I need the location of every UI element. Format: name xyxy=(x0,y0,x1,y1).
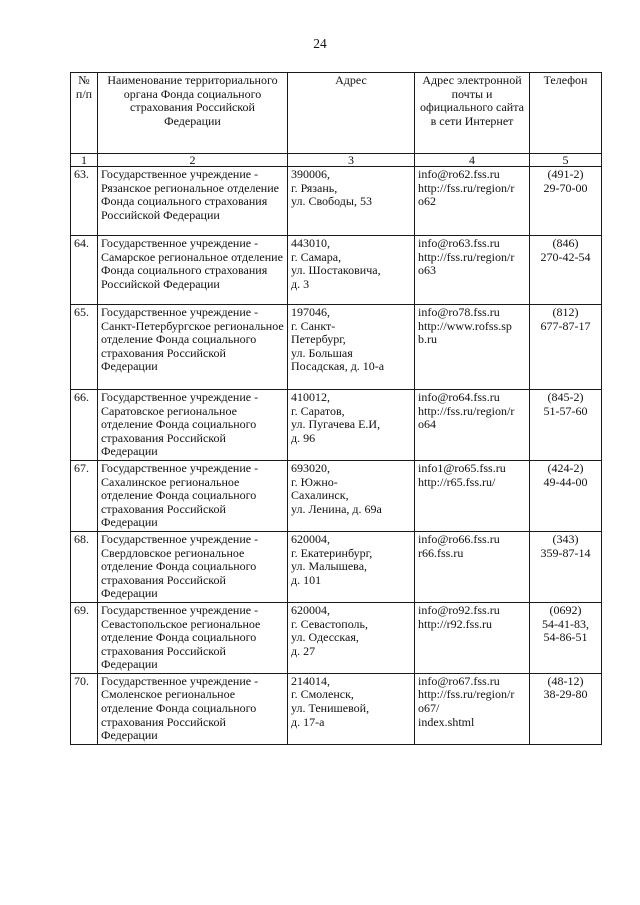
header-organization-name: Наименование территориального органа Фонда социального страхования Российской Федерации xyxy=(98,73,288,154)
office-address xyxy=(288,390,415,461)
phone-number-line: 38-29-80 xyxy=(543,687,588,702)
office-address-line: г. Саратов, xyxy=(291,403,345,418)
table-row xyxy=(71,673,602,744)
email-website-line: o62 xyxy=(418,194,436,209)
email-website-line: info@ro66.fss.ru xyxy=(418,531,500,546)
phone-number xyxy=(530,602,602,673)
email-website-line: r66.fss.ru xyxy=(418,545,464,560)
email-website xyxy=(415,673,530,744)
phone-number-line: 359-87-14 xyxy=(540,545,591,560)
phone-number xyxy=(530,460,602,531)
email-website-line: http://fss.ru/region/r xyxy=(418,249,515,264)
office-address xyxy=(288,236,415,305)
phone-number-line: (812) xyxy=(552,305,579,319)
phone-number-line: (846) xyxy=(552,236,579,250)
office-address-line: 214014, xyxy=(291,673,330,688)
phone-number-line: (48-12) xyxy=(547,673,584,688)
email-website-line: info1@ro65.fss.ru xyxy=(418,460,506,475)
email-website-line: info@ro62.fss.ru xyxy=(418,167,500,181)
email-website-line: info@ro92.fss.ru xyxy=(418,602,500,617)
office-address xyxy=(288,460,415,531)
email-website xyxy=(415,167,530,236)
office-address xyxy=(288,167,415,236)
table-row xyxy=(71,531,602,602)
phone-number-line: 51-57-60 xyxy=(543,403,588,418)
office-address-line: Посадская, д. 10-а xyxy=(291,359,385,374)
header-email-website: Адрес электронной почты и официального сайта в сети Интернет xyxy=(415,73,530,154)
organization-name: Государственное учреждение - Севастопольское региональное отделение Фонда социального страхования Российской Федерации xyxy=(98,602,288,673)
row-number: 69. xyxy=(71,602,98,673)
page-number: 24 xyxy=(313,36,327,51)
row-number: 63. xyxy=(71,167,98,236)
row-number: 66. xyxy=(71,390,98,461)
office-address-line: д. 17-а xyxy=(291,714,325,729)
table-row xyxy=(71,305,602,390)
email-website-line: http://www.rofss.sp xyxy=(418,318,512,333)
office-address-line: ул. Ленина, д. 69а xyxy=(291,501,382,516)
phone-number xyxy=(530,531,602,602)
row-number: 64. xyxy=(71,236,98,305)
column-number: 5 xyxy=(530,154,602,167)
table-row xyxy=(71,167,602,236)
row-number: 70. xyxy=(71,673,98,744)
office-address-line: ул. Малышева, xyxy=(291,559,368,574)
office-address-line: д. 96 xyxy=(291,430,316,445)
column-number: 2 xyxy=(98,154,288,167)
phone-number-line: (343) xyxy=(552,531,579,546)
organization-name: Государственное учреждение - Рязанское региональное отделение Фонда социального страхования Российской Федерации xyxy=(98,167,288,236)
office-address-line: ул. Тенишевой, xyxy=(291,701,370,716)
fss-offices-table xyxy=(70,72,602,745)
row-number: 68. xyxy=(71,531,98,602)
header-phone: Телефон xyxy=(530,73,602,154)
email-website-line: http://fss.ru/region/r xyxy=(418,687,515,702)
column-number: 3 xyxy=(288,154,415,167)
email-website-line: info@ro64.fss.ru xyxy=(418,390,500,404)
phone-number-line: 49-44-00 xyxy=(543,474,588,489)
office-address-line: г. Рязань, xyxy=(291,180,338,195)
email-website xyxy=(415,460,530,531)
email-website-line: http://r65.fss.ru/ xyxy=(418,474,496,489)
row-number: 67. xyxy=(71,460,98,531)
email-website-line: http://fss.ru/region/r xyxy=(418,403,515,418)
table-row xyxy=(71,390,602,461)
office-address-line: г. Екатеринбург, xyxy=(291,545,373,560)
header-number: № п/п xyxy=(71,73,98,154)
office-address-line: г. Самара, xyxy=(291,249,342,264)
phone-number-line: (845-2) xyxy=(547,390,584,404)
office-address-line: 410012, xyxy=(291,390,330,404)
email-website-line: o64 xyxy=(418,417,436,432)
office-address-line: ул. Пугачева Е.И, xyxy=(291,417,381,432)
office-address-line: д. 27 xyxy=(291,643,316,658)
phone-number-line: 29-70-00 xyxy=(543,180,588,195)
office-address-line: ул. Большая xyxy=(291,345,353,360)
office-address-line: г. Санкт- xyxy=(291,318,336,333)
office-address xyxy=(288,602,415,673)
table-body xyxy=(71,167,602,745)
table-row xyxy=(71,602,602,673)
office-address-line: 197046, xyxy=(291,305,330,319)
table-row xyxy=(71,236,602,305)
email-website xyxy=(415,236,530,305)
organization-name: Государственное учреждение - Сахалинское региональное отделение Фонда социального страхования Российской Федерации xyxy=(98,460,288,531)
office-address-line: г. Смоленск, xyxy=(291,687,354,702)
column-number: 1 xyxy=(71,154,98,167)
phone-number-line: (0692) xyxy=(549,602,582,617)
phone-number xyxy=(530,167,602,236)
organization-name: Государственное учреждение - Самарское региональное отделение Фонда социального страхования Российской Федерации xyxy=(98,236,288,305)
office-address xyxy=(288,531,415,602)
column-number: 4 xyxy=(415,154,530,167)
office-address xyxy=(288,305,415,390)
email-website-line: info@ro67.fss.ru xyxy=(418,673,500,688)
email-website-line: http://fss.ru/region/r xyxy=(418,180,515,195)
organization-name: Государственное учреждение - Смоленское региональное отделение Фонда социального страхования Российской Федерации xyxy=(98,673,288,744)
phone-number-line: 54-41-83, xyxy=(542,616,589,631)
email-website-line: b.ru xyxy=(418,332,437,347)
office-address-line: д. 101 xyxy=(291,572,322,587)
email-website-line: info@ro78.fss.ru xyxy=(418,305,500,319)
phone-number xyxy=(530,390,602,461)
email-website xyxy=(415,305,530,390)
phone-number xyxy=(530,673,602,744)
office-address-line: Петербург, xyxy=(291,332,346,347)
office-address-line: 620004, xyxy=(291,602,330,617)
email-website-line: info@ro63.fss.ru xyxy=(418,236,500,250)
organization-name: Государственное учреждение - Саратовское региональное отделение Фонда социального страхования Российской Федерации xyxy=(98,390,288,461)
table-header-row xyxy=(71,73,602,154)
organization-name: Государственное учреждение - Санкт-Петербургское региональное отделение Фонда социального страхования Российской Федерации xyxy=(98,305,288,390)
phone-number-line: 677-87-17 xyxy=(540,318,591,333)
office-address-line: 693020, xyxy=(291,460,330,475)
office-address-line: 443010, xyxy=(291,236,330,250)
email-website-line: http://r92.fss.ru xyxy=(418,616,492,631)
email-website-line: o63 xyxy=(418,263,436,278)
office-address-line: ул. Шостаковича, xyxy=(291,263,381,278)
header-address: Адрес xyxy=(288,73,415,154)
email-website-line: o67/ xyxy=(418,701,440,716)
office-address-line: ул. Свободы, 53 xyxy=(291,194,372,209)
row-number: 65. xyxy=(71,305,98,390)
phone-number-line: (424-2) xyxy=(547,460,584,475)
office-address-line: д. 3 xyxy=(291,276,310,291)
email-website xyxy=(415,531,530,602)
office-address-line: Сахалинск, xyxy=(291,488,349,503)
office-address-line: 620004, xyxy=(291,531,330,546)
phone-number xyxy=(530,305,602,390)
phone-number-line: 54-86-51 xyxy=(543,630,588,645)
office-address-line: 390006, xyxy=(291,167,330,181)
office-address xyxy=(288,673,415,744)
office-address-line: ул. Одесская, xyxy=(291,630,359,645)
table-row xyxy=(71,460,602,531)
email-website-line: index.shtml xyxy=(418,714,475,729)
email-website xyxy=(415,390,530,461)
organization-name: Государственное учреждение - Свердловское региональное отделение Фонда социального страхования Российской Федерации xyxy=(98,531,288,602)
phone-number xyxy=(530,236,602,305)
office-address-line: г. Севастополь, xyxy=(291,616,369,631)
phone-number-line: 270-42-54 xyxy=(540,249,591,264)
office-address-line: г. Южно- xyxy=(291,474,338,489)
column-numbering-row xyxy=(71,154,602,167)
phone-number-line: (491-2) xyxy=(547,167,584,181)
email-website xyxy=(415,602,530,673)
